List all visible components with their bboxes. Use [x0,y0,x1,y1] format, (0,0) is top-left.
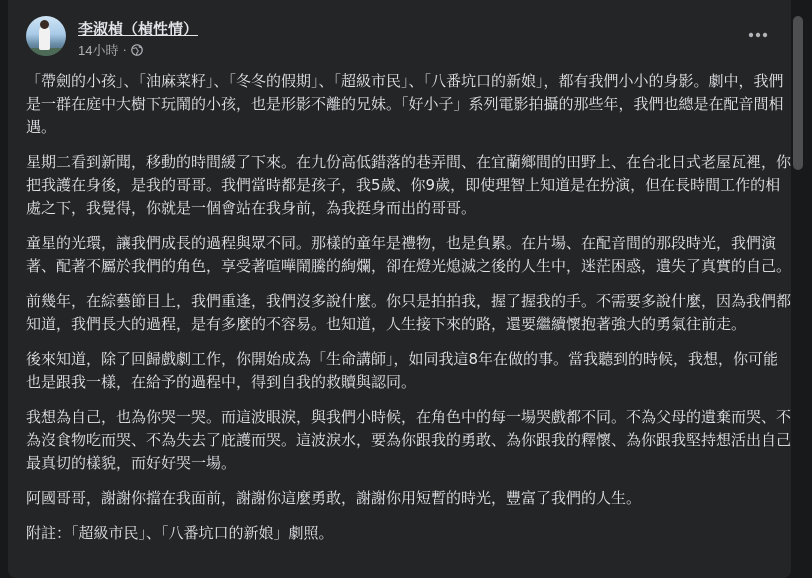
author-name[interactable]: 李淑楨（楨性情） [78,21,199,38]
avatar-figure [39,26,50,50]
post-paragraph: 後來知道，除了回歸戲劇工作，你開始成為「生命講師」，如同我這8年在做的事。當我聽到的時候，我想，你可能也是跟我一樣，在給予的過程中，得到自我的救贖與認同。 [26,350,779,391]
meta-separator: · [122,42,127,57]
avatar-head [40,20,49,29]
more-options-icon [748,32,768,38]
scrollbar-thumb[interactable] [793,16,803,170]
post-card [8,0,791,578]
more-options-button[interactable] [743,20,773,50]
post-paragraph: 星期二看到新聞，移動的時間緩了下來。在九份高低錯落的巷弄間、在宜蘭鄉間的田野上、在台北日式老屋瓦裡，你把我護在身後，是我的哥哥。我們當時都是孩子，我5歲、你9歲，即使理智上知道是在扮演，但在長時間工作的相處之下，我覺得，你就是一個會站在我身前，為我挺身而出的哥哥。 [26,153,791,217]
post-timestamp[interactable]: 14小時 [78,43,119,58]
post-paragraph: 童星的光環，讓我們成長的過程與眾不同。那樣的童年是禮物，也是負累。在片場、在配音間的那段時光，我們演著、配著不屬於我們的角色，享受著喧嘩鬧騰的絢爛，卻在燈光熄滅之後的人生中，迷茫困惑，遺失了真實的自己。 [26,234,791,275]
post-paragraph: 阿國哥哥，謝謝你擋在我面前，謝謝你這麼勇敢，謝謝你用短暫的時光，豐富了我們的人生。 [26,489,642,507]
post-paragraph: 前幾年，在綜藝節目上，我們重逢，我們沒多說什麼。你只是拍拍我，握了握我的手。不需要多說什麼，因為我們都知道，我們長大的過程，是有多麼的不容易。也知道，人生接下來的路，還要繼續懷抱著強大的勇氣往前走。 [26,292,791,333]
post-paragraph: 附註：「超級市民」、「八番坑口的新娘」劇照。 [26,524,334,542]
post-header [26,16,775,64]
globe-icon[interactable] [131,44,143,56]
post-body [26,70,791,557]
post-paragraph: 我想為自己，也為你哭一哭。而這波眼淚，與我們小時候，在角色中的每一場哭戲都不同。不為父母的遺棄而哭、不為沒食物吃而哭、不為失去了庇護而哭。這波淚水，要為你跟我的勇敢、為你跟我的釋懷、為你跟我堅持想活出自己最真切的樣貌，而好好哭一場。 [26,408,791,472]
author-avatar[interactable] [26,16,66,56]
post-paragraph: 「帶劍的小孩」、「油麻菜籽」、「冬冬的假期」、「超級市民」、「八番坑口的新娘」，都有我們小小的身影。劇中，我們是一群在庭中大樹下玩鬧的小孩，也是形影不離的兄妹。「好小子」系列電影拍攝的那些年，我們也總是在配音間相遇。 [26,72,784,136]
post-meta [78,40,143,59]
